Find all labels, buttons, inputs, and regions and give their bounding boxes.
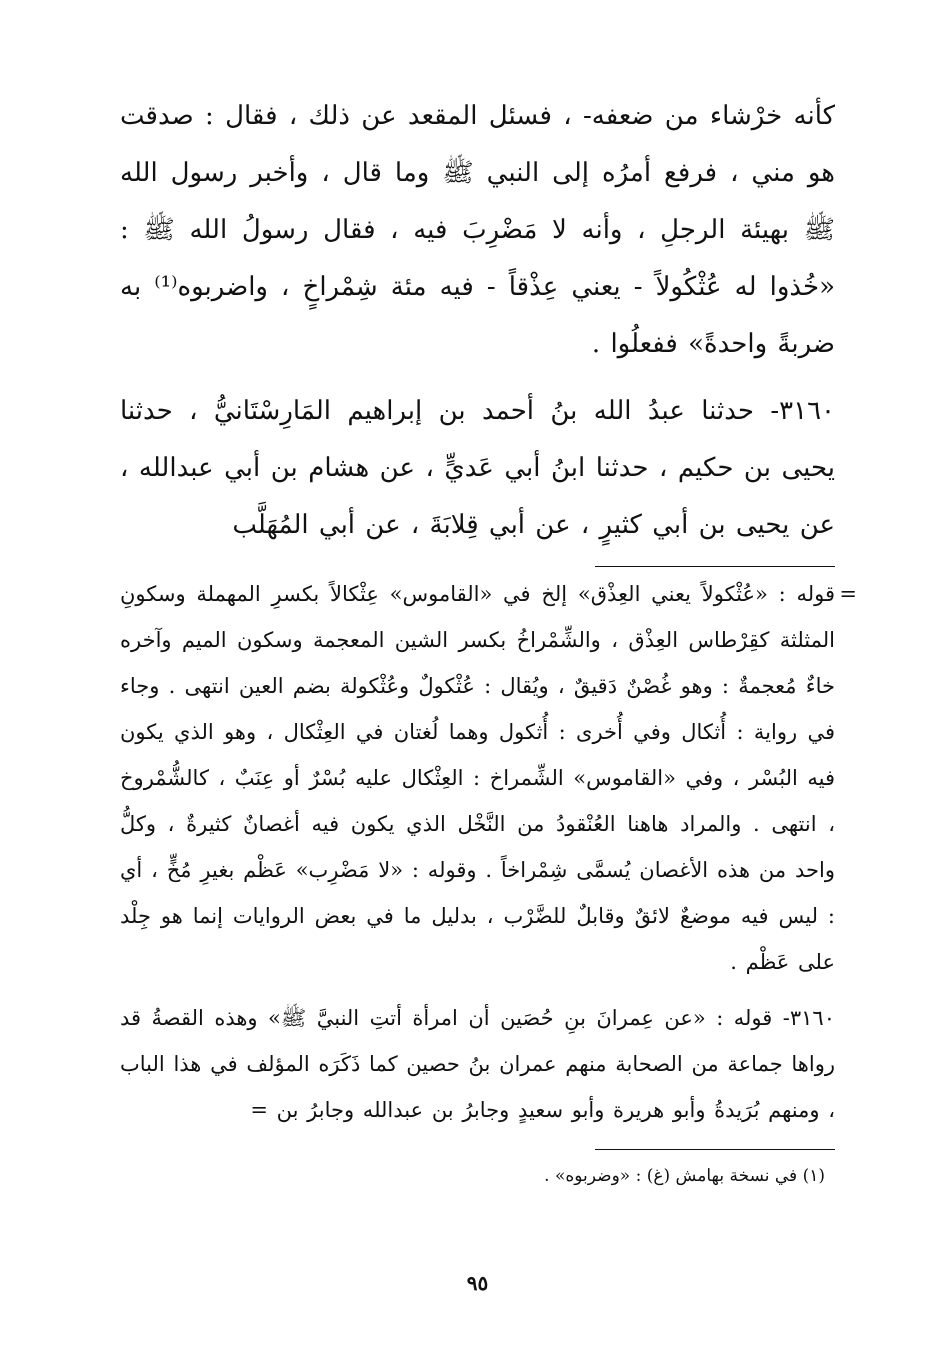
continuation-mark-start: = bbox=[839, 582, 857, 606]
page-number: ٩٥ bbox=[466, 1271, 489, 1295]
commentary-separator bbox=[595, 566, 835, 567]
footnote: (١) في نسخة بهامش (غ) : «وضربوه» . bbox=[544, 1166, 825, 1186]
document-page bbox=[120, 88, 857, 1348]
main-text-paragraph-2: ٣١٦٠- حدثنا عبدُ الله بنُ أحمد بن إبراهيم المَارِسْتَانيُّ ، حدثنا يحيى بن حكيم ، حدثنا ابنُ أبي عَديٍّ ، عن هشام بن أبي عبدالله ، عن يحيى بن أبي كثيرٍ ، عن أبي قِلابَةَ ، عن أبي المُهَلَّب bbox=[120, 396, 835, 540]
footnote-separator bbox=[595, 1149, 835, 1150]
commentary-paragraph-1: قوله : «عُثْكولاً يعني العِذْق» إلخ في «القاموس» عِثْكالاً بكسرِ المهملة وسكونِ المثلثة كقِرْطاس العِذْق ، والشِّمْراخُ بكسر الشين المعجمة وسكون الميم وآخره خاءٌ مُعجمةٌ : وهو غُصْنٌ دَقيقٌ ، ويُقال : عُثْكولٌ وعُثْكولة بضم العين انتهى . وجاء في رواية : أُثكال وفي أُخرى : أُثكول وهما لُغتان في العِثْكال ، وهو الذي يكون فيه البُسْر ، وفي «القاموس» الشِّمراخ : العِثْكال عليه بُسْرٌ أو عِنَبٌ ، كالشُّمْروخ ، انتهى . والمراد هاهنا العُنْقودُ من النَّخْل الذي يكون فيه أغصانٌ كثيرةٌ ، وكلُّ واحد من هذه الأغصان يُسمَّى شِمْراخاً . وقوله : «لا مَضْرِب» عَظْم بغيرِ مُخٍّ ، أي : ليس فيه موضعٌ لائقٌ وقابلٌ للضَّرْب ، بدليل ما في بعض الروايات إنما هو جِلْد على عَظْم . bbox=[120, 582, 835, 974]
commentary-section bbox=[120, 571, 857, 985]
commentary-paragraph-2: ٣١٦٠- قوله : «عن عِمرانَ بنِ حُصَين أن امرأة أتتِ النبيَّ ﷺ» وهذه القصةُ قد رواها جماعة من الصحابة منهم عمران بنُ حصين كما ذَكَرَه المؤلف في هذا الباب ، ومنهم بُرَيدةُ وأبو هريرة وأبو سعيدٍ وجابرُ بن عبدالله وجابرُ بن = bbox=[120, 1006, 835, 1122]
commentary-section-2 bbox=[120, 995, 835, 1133]
main-text-paragraph-1: كأنه خرْشاء من ضعفه- ، فسئل المقعد عن ذلك ، فقال : صدقت هو مني ، فرفع أمرُه إلى النبي ﷺ وما قال ، وأخبر رسول الله ﷺ بهيئة الرجلِ ، وأنه لا مَضْرِبَ فيه ، فقال رسولُ الله ﷺ : «خُذوا له عُثْكُولاً - يعني عِذْقاً - فيه مئة شِمْراخٍ ، واضربوه⁽¹⁾ به ضربةً واحدةً» ففعلُوا . bbox=[120, 101, 836, 359]
